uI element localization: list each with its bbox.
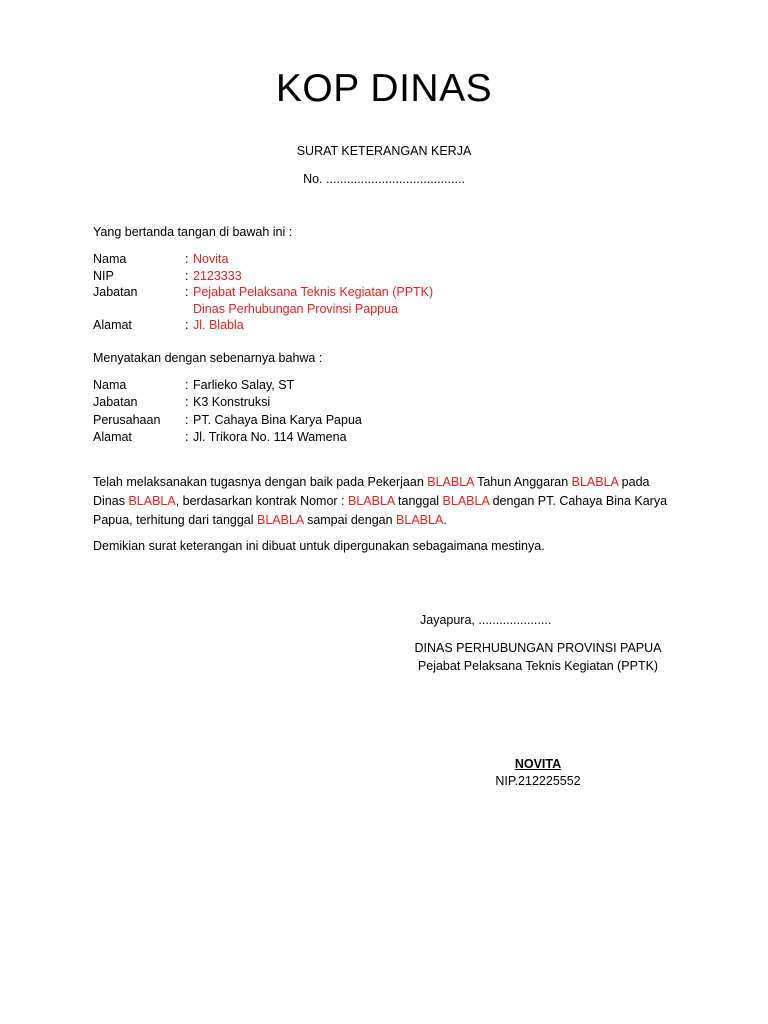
body-text: sampai dengan: [303, 513, 397, 527]
body-text: Papua, terhitung dari tanggal: [93, 513, 258, 527]
placeholder-highlight: BLABLA: [128, 494, 176, 508]
placeholder-highlight: BLABLA: [257, 513, 304, 527]
field-value: K3 Konstruksi: [193, 395, 271, 409]
intro-text: Yang bertanda tangan di bawah ini :: [93, 225, 293, 239]
field-label: Nama: [93, 378, 127, 392]
signer-row-position-cont: [93, 301, 693, 318]
field-label: Perusahaan: [93, 413, 161, 427]
colon: :: [185, 430, 189, 444]
colon: :: [185, 318, 189, 332]
field-value: Farlieko Salay, ST: [193, 378, 295, 392]
body-text: , berdasarkan kontrak Nomor :: [175, 494, 348, 508]
field-label: Alamat: [93, 318, 132, 332]
body-line-1: [93, 473, 683, 492]
field-value: Pejabat Pelaksana Teknis Kegiatan (PPTK): [193, 285, 434, 299]
employee-row-company: [93, 412, 693, 429]
employee-row-name: [93, 377, 693, 394]
field-value: Jl. Blabla: [193, 318, 244, 332]
body-text: Telah melaksanakan tugasnya dengan baik pada Pekerjaan: [93, 475, 428, 489]
body-text: pada: [618, 475, 650, 489]
colon: :: [185, 395, 189, 409]
colon: :: [185, 378, 189, 392]
signer-row-nip: [93, 268, 693, 285]
signatory-name-text: NOVITA: [514, 757, 562, 771]
body-text: dengan PT. Cahaya Bina Karya: [489, 494, 668, 508]
body-text: Dinas: [93, 494, 129, 508]
body-paragraph: [93, 473, 683, 530]
field-label: Nama: [93, 252, 127, 266]
body-text: .: [443, 513, 447, 527]
field-value: Jl. Trikora No. 114 Wamena: [193, 430, 347, 444]
placeholder-highlight: BLABLA: [348, 494, 395, 508]
colon: :: [185, 252, 189, 266]
field-value: PT. Cahaya Bina Karya Papua: [193, 413, 362, 427]
field-label: Jabatan: [93, 285, 138, 299]
field-label: Jabatan: [93, 395, 138, 409]
signer-row-position: [93, 284, 693, 301]
placeholder-highlight: BLABLA: [442, 494, 490, 508]
field-value: 2123333: [193, 269, 242, 283]
placeholder-highlight: BLABLA: [571, 475, 619, 489]
body-line-3: [93, 511, 683, 530]
letter-title: SURAT KETERANGAN KERJA: [296, 144, 472, 158]
signatory-name: [400, 756, 676, 773]
field-label: Alamat: [93, 430, 132, 444]
body-text: tanggal: [394, 494, 443, 508]
colon: :: [185, 413, 189, 427]
letter-number: No. ........................................: [303, 172, 465, 186]
colon: :: [185, 285, 189, 299]
place-date: Jayapura, .....................: [420, 613, 552, 627]
signer-row-name: [93, 251, 693, 268]
letterhead-title: KOP DINAS: [275, 67, 493, 110]
body-text: Tahun Anggaran: [473, 475, 572, 489]
placeholder-highlight: BLABLA: [396, 513, 444, 527]
placeholder-highlight: BLABLA: [427, 475, 474, 489]
signer-row-address: [93, 317, 693, 334]
signature-position: Pejabat Pelaksana Teknis Kegiatan (PPTK): [417, 659, 659, 673]
field-label: NIP: [93, 269, 114, 283]
employee-row-address: [93, 429, 693, 446]
signatory-nip: NIP.212225552: [495, 774, 581, 788]
field-value: Novita: [193, 252, 229, 266]
closing-text: Demikian surat keterangan ini dibuat untuk dipergunakan sebagaimana mestinya.: [93, 539, 545, 553]
body-line-2: [93, 492, 683, 511]
statement-text: Menyatakan dengan sebenarnya bahwa :: [93, 351, 323, 365]
signature-institution: DINAS PERHUBUNGAN PROVINSI PAPUA: [414, 641, 662, 655]
employee-row-position: [93, 394, 693, 411]
colon: :: [185, 269, 189, 283]
field-value: Dinas Perhubungan Provinsi Pappua: [193, 302, 398, 316]
